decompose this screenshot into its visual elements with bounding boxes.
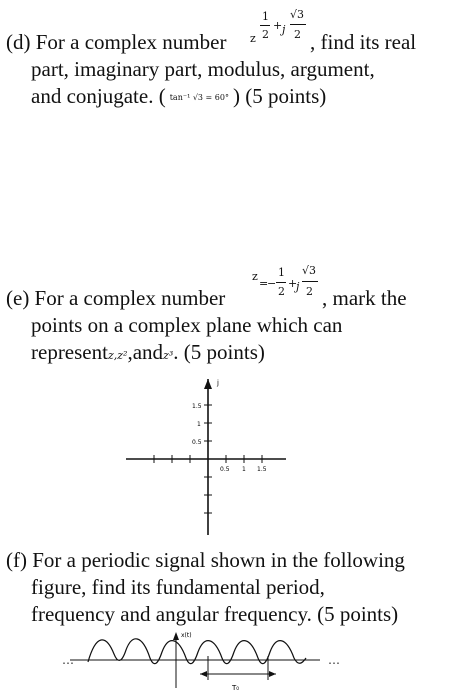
question-e-text-a: (e) For a complex number: [6, 286, 226, 310]
question-d-line3: [31, 84, 326, 110]
expr-fracbar2: [290, 24, 306, 25]
question-e-text-d: . (5 points): [173, 340, 265, 364]
expr-e-fracbar1: [276, 282, 286, 283]
expr-e-plus: +: [288, 277, 298, 290]
expr-e-den1: 2: [278, 285, 285, 298]
question-e-expression: [252, 264, 320, 308]
period-arrowhead-left: [200, 671, 207, 677]
expr-fracbar1: [260, 25, 270, 26]
expr-e-den2: 2: [306, 285, 313, 298]
expr-den1: 2: [262, 28, 269, 41]
question-d-text-a: (d) For a complex number: [6, 30, 227, 54]
signal-dots-right: …: [328, 653, 340, 667]
expr-num1: 1: [262, 10, 269, 23]
expr-j: j: [282, 23, 286, 36]
y-tick-label-1-5: 1.5: [192, 403, 202, 410]
question-e-line3: [31, 340, 265, 368]
expr-e-eq: =: [259, 277, 269, 290]
question-d-line2: part, imaginary part, modulus, argument,: [31, 57, 375, 81]
question-e-text-c: represent: [31, 340, 108, 364]
hint-tan: tan⁻¹ √3 = 60°: [169, 93, 229, 102]
signal-axis-arrowhead: [173, 632, 179, 640]
expr-e-fracbar2: [302, 281, 318, 282]
periodic-signal-figure: [60, 628, 360, 698]
y-tick-label-1: 1: [197, 421, 201, 428]
question-f-line2: figure, find its fundamental period,: [31, 575, 325, 599]
question-d-text-b: , find its real: [310, 30, 417, 54]
period-arrowhead-right: [269, 671, 276, 677]
complex-plane-figure: [120, 375, 290, 540]
pow-z: z: [107, 349, 114, 362]
expr-plus: +: [273, 19, 283, 32]
pow-comma: ,: [113, 349, 118, 362]
question-f-line3: frequency and angular frequency. (5 points): [31, 602, 399, 626]
question-f-line1: (f) For a periodic signal shown in the following: [6, 548, 405, 572]
expr-e-num2: √3: [302, 264, 317, 277]
question-d-line1: [6, 30, 226, 54]
question-e-line2: points on a complex plane which can: [31, 313, 343, 337]
question-d-line1b: [310, 30, 416, 54]
pow-z3: z³: [163, 349, 174, 362]
question-e-line1b: [322, 286, 407, 310]
signal-dots-left: …: [62, 653, 74, 667]
signal-y-label: x(t): [181, 632, 192, 639]
question-d-text-d: ) (5 points): [232, 84, 327, 108]
question-d-text-c: and conjugate. (: [31, 84, 166, 108]
y-axis-arrowhead: [204, 379, 212, 389]
x-tick-label-1-5: 1.5: [257, 466, 267, 473]
x-tick-label-0-5: 0.5: [220, 466, 230, 473]
pow-and: ,and: [127, 340, 164, 364]
question-d-expression: [250, 6, 308, 50]
expr-e-minus: −: [267, 277, 277, 290]
expr-e-z: z: [252, 270, 258, 283]
expr-den2: 2: [294, 28, 301, 41]
expr-e-j: j: [296, 280, 300, 293]
expr-num2: √3: [290, 8, 305, 21]
expr-z: z: [250, 32, 256, 45]
period-label: T₀: [232, 684, 240, 692]
question-e-line1: [6, 286, 225, 310]
y-tick-label-0-5: 0.5: [192, 439, 202, 446]
question-e-text-b: , mark the: [322, 286, 407, 310]
expr-e-num1: 1: [278, 266, 285, 279]
x-tick-label-1: 1: [242, 466, 246, 473]
pow-z2: z²: [117, 349, 128, 362]
powers-list: [108, 349, 128, 362]
y-axis-label: j: [217, 379, 219, 387]
